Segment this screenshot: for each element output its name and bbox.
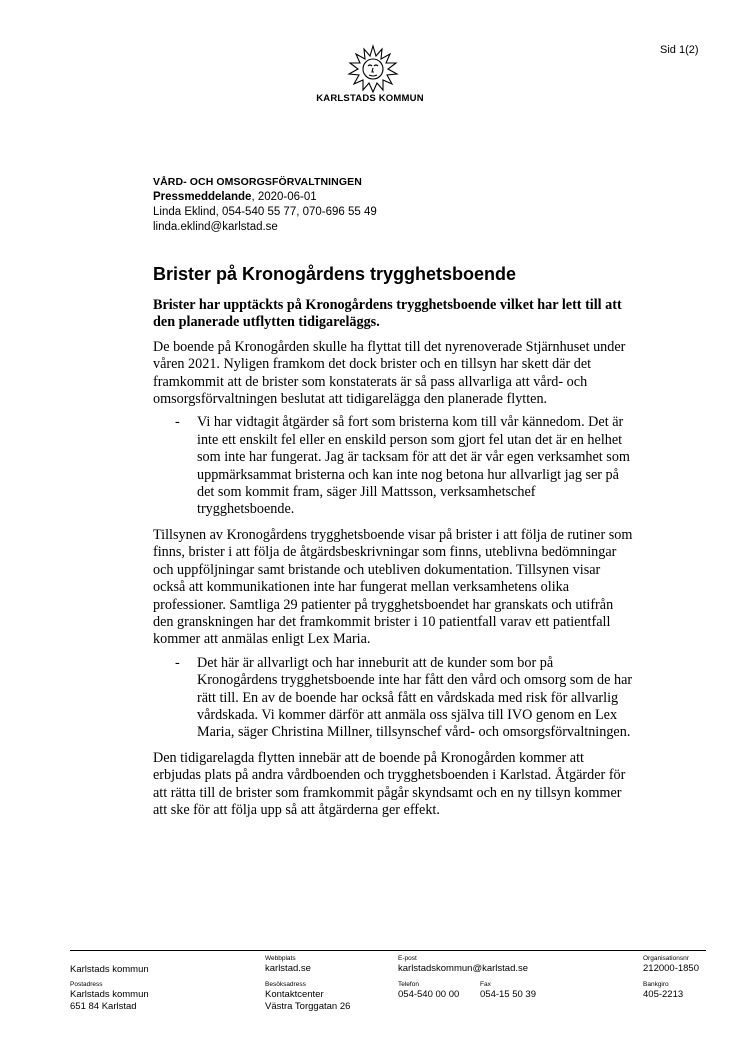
contact-line: Linda Eklind, 054-540 55 77, 070-696 55 49 [153,206,377,218]
footer-email-value[interactable]: karlstadskommun@karlstad.se [398,963,529,974]
contact-email[interactable]: linda.eklind@karlstad.se [153,221,278,233]
doc-type-line [153,190,377,205]
headline: Brister på Kronogårdens trygghetsboende [153,264,517,284]
footer-web-value[interactable]: karlstad.se [265,963,311,974]
quote-dash: - [175,414,180,431]
footer-phone-label: Telefon [398,981,419,988]
quote [153,655,633,742]
footer-visit-line2: Västra Torggatan 26 [265,1000,351,1012]
footer-org-name: Karlstads kommun [70,964,149,975]
footer-orgnr-value: 212000-1850 [643,963,699,974]
article-body [153,297,633,825]
paragraph: De boende på Kronogården skulle ha flyttat till det nyrenoverade Stjärnhuset under våren 2021. Nyligen framkom det dock brister och en tillsyn har skett där det framkommit att de brister som konstaterats är så pass allvarliga att vård- och omsorgsförvaltningen beslutat att tidigarelägga den planerade flytten. [153,338,626,408]
footer-postal-label: Postadress [70,981,103,988]
doc-date: , 2020-06-01 [251,191,317,203]
footer-email-label: E-post [398,955,417,962]
footer-postal-line2: 651 84 Karlstad [70,1000,137,1012]
footer-bankgiro-value: 405-2213 [643,989,684,1000]
lead-paragraph: Brister har upptäckts på Kronogårdens trygghetsboende vilket har lett till att den planerade utflytten tidigareläggs. [153,297,622,331]
logo-text: KARLSTADS KOMMUN [316,93,424,104]
doc-type: Pressmeddelande [153,191,252,203]
quote [153,414,633,518]
quote-text: Vi har vidtagit åtgärder så fort som bristerna kom till vår kännedom. Det är inte ett enskilt fel eller en enskild person som gjort fel utan det är en helhet som inte har fungerat. Jag är tacksam för att det är vår egen verksamhet som uppmärksammat bristerna och kan inte nog betona hur allvarligt jag ser på det som kommit fram, säger Jill Mattsson, verksamhetschef trygghetsboende. [197,414,630,518]
footer [70,950,706,1012]
quote-text: Det här är allvarligt och har inneburit att de kunder som bor på Kronogårdens trygghetsboende inte har fått den vård och omsorg som de har rätt till. En av de boende har också fått en vårdskada med risk för allvarlig vårdskada. Vi kommer därför att anmäla oss själva till IVO genom en Lex Maria, säger Christina Millner, tillsynschef vård- och omsorgsförvaltningen. [197,654,633,741]
footer-orgnr-label: Organisationsnr [643,955,689,962]
footer-phone-value: 054-540 00 00 [398,989,460,1000]
paragraph: Tillsynen av Kronogårdens trygghetsboende visar på brister i att följa de rutiner som finns, brister i att följa de åtgärdsbeskrivningar som finns, uteblivna bedömningar och uppföljningar samt bristande och utebliven dokumentation. Tillsynen visar också att kommunikationen inte har fungerat mellan verksamhetens olika professioner. Samtliga 29 patienter på trygghetsboendet har granskats och utifrån den granskningen har det framkommit brister i 10 patientfall varav ett patientfall kommer att anmälas enligt Lex Maria. [153,526,633,648]
paragraph: Den tidigarelagda flytten innebär att de boende på Kronogården kommer att erbjudas plats på andra vårdboenden och trygghetsboenden i Karlstad. Åtgärder för att rätta till de brister som framkommit pågår skyndsamt och en ny tillsyn kommer att ske för att följa upp så att åtgärderna ger effekt. [153,749,626,818]
footer-visit-line1: Kontaktcenter [265,989,324,1000]
footer-web-label: Webbplats [265,955,296,962]
page-number: Sid 1(2) [660,44,699,56]
sender-block [153,175,377,235]
footer-visit-label: Besöksadress [265,981,306,988]
footer-fax-label: Fax [480,981,491,988]
quote-dash: - [175,654,180,671]
footer-postal-line1: Karlstads kommun [70,989,149,1000]
footer-bankgiro-label: Bankgiro [643,981,669,988]
footer-fax-value: 054-15 50 39 [480,989,536,1000]
department-name: VÅRD- OCH OMSORGSFÖRVALTNINGEN [153,176,362,188]
